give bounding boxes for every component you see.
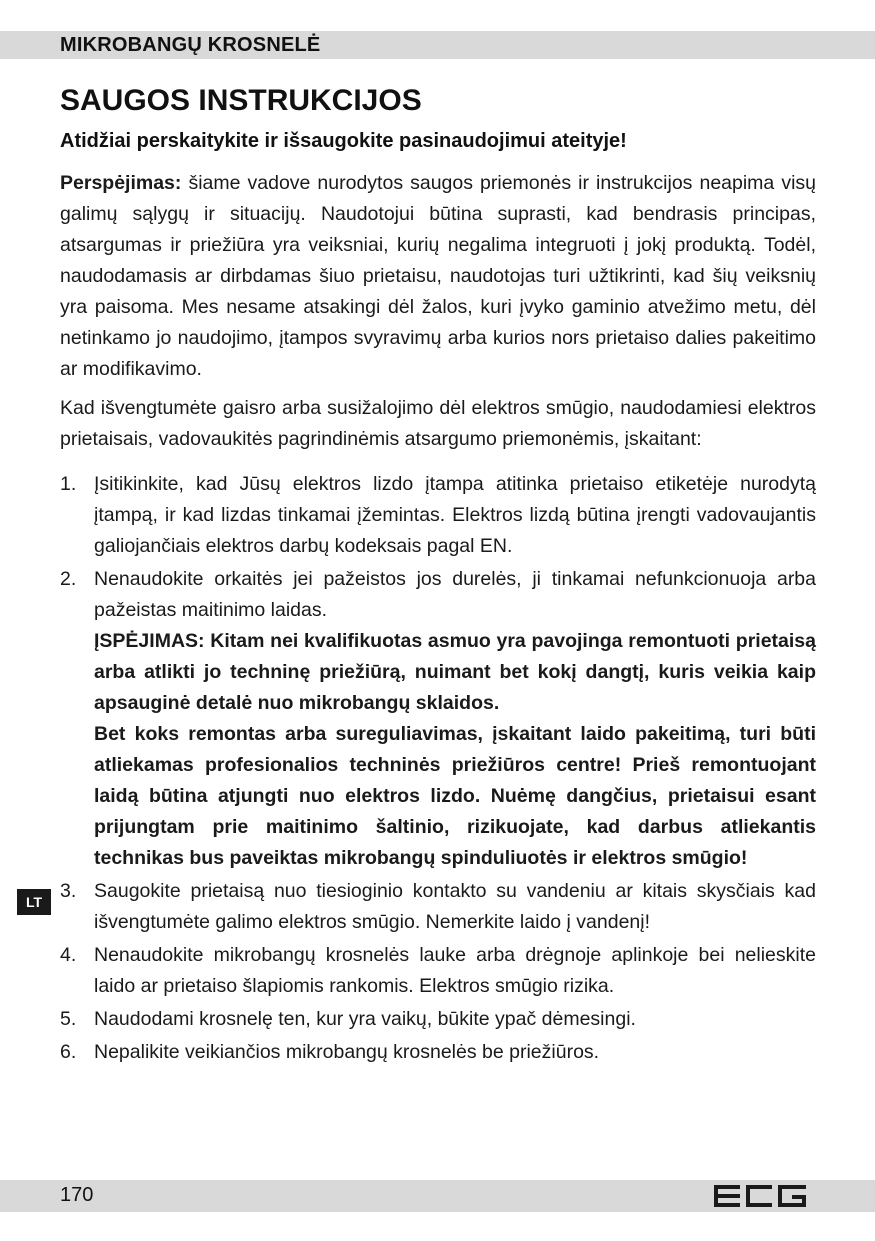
safety-list [60, 469, 816, 1068]
warning-label: Perspėjimas: [60, 172, 182, 194]
list-item-text: Įsitikinkite, kad Jūsų elektros lizdo įtampa atitinka prietaiso etiketėje nurodytą įtampą, ir kad lizdas tinkamai įžemintas. Elektros lizdą būtina įrengti vadovaujantis galiojančiais elektros darbų kodeksais pagal EN. [94, 473, 816, 557]
list-item [60, 469, 816, 562]
list-item-number: 5. [60, 1008, 77, 1030]
list-item [60, 1037, 816, 1068]
subtitle: Atidžiai perskaitykite ir išsaugokite pasinaudojimui ateityje! [60, 130, 627, 152]
list-item-number: 2. [60, 568, 77, 590]
list-item-text: Saugokite prietaisą nuo tiesioginio kontakto su vandeniu ar kitais skysčiais kad išvengtumėte galimo elektros smūgio. Nemerkite laido į vandenį! [94, 880, 816, 933]
list-item [60, 876, 816, 938]
warning-block: Bet koks remontas arba sureguliavimas, įskaitant laido pakeitimą, turi būti atliekamas profesionalios techninės priežiūros centre! Prieš remontuojant laidą būtina atjungti nuo elektros lizdo. Nuėmę dangčius, prietaisui esant prijungtam prie maitinimo šaltinio, rizikuojate, kad darbus atliekantis technikas bus paveiktas mikrobangų spinduliuotės ir elektros smūgio! [94, 723, 816, 869]
page-number: 170 [60, 1184, 94, 1206]
ecg-logo-icon [714, 1185, 806, 1207]
list-item-number: 4. [60, 944, 77, 966]
list-item-text: Nenaudokite mikrobangų krosnelės lauke arba drėgnoje aplinkoje bei nelieskite laido ar prietaiso šlapiomis rankomis. Elektros smūgio rizika. [94, 944, 816, 997]
list-item-number: 3. [60, 880, 77, 902]
list-item [60, 940, 816, 1002]
page-title: SAUGOS INSTRUKCIJOS [60, 84, 422, 117]
list-item-text: Nenaudokite orkaitės jei pažeistos jos durelės, ji tinkamai nefunkcionuoja arba pažeistas maitinimo laidas. [94, 568, 816, 621]
header-title: MIKROBANGŲ KROSNELĖ [60, 34, 321, 56]
main-content [60, 168, 816, 1070]
intro-paragraph: Kad išvengtumėte gaisro arba susižalojimo dėl elektros smūgio, naudodamiesi elektros prietaisais, vadovaukitės pagrindinėmis atsargumo priemonėmis, įskaitant: [60, 397, 816, 450]
warning-block: ĮSPĖJIMAS: Kitam nei kvalifikuotas asmuo yra pavojinga remontuoti prietaisą arba atlikti jo techninę priežiūrą, nuimant bet kokį dangtį, kuris veikia kaip apsauginė detalė nuo mikrobangų sklaidos. [94, 630, 816, 714]
list-item [60, 564, 816, 874]
warning-text: šiame vadove nurodytos saugos priemonės ir instrukcijos neapima visų galimų sąlygų ir situacijų. Naudotojui būtina suprasti, kad bendrasis principas, atsargumas ir priežiūra yra veiksniai, kurių negalima integruoti į jokį produktą. Todėl, naudodamasis ar dirbdamas šiuo prietaisu, naudotojas turi užtikrinti, kad šių veiksnių yra paisoma. Mes nesame atsakingi dėl žalos, kuri įvyko gaminio atvežimo metu, dėl netinkamo jo naudojimo, įtampos svyravimų arba kurios nors prietaiso dalies pakeitimo ar modifikavimo. [60, 172, 816, 380]
language-tab: LT [17, 889, 51, 915]
list-item-number: 6. [60, 1041, 77, 1063]
warning-paragraph [60, 168, 816, 385]
list-item-text: Nepalikite veikiančios mikrobangų krosnelės be priežiūros. [94, 1041, 600, 1063]
list-item-number: 1. [60, 473, 77, 495]
list-item [60, 1004, 816, 1035]
list-item-text: Naudodami krosnelę ten, kur yra vaikų, būkite ypač dėmesingi. [94, 1008, 636, 1030]
